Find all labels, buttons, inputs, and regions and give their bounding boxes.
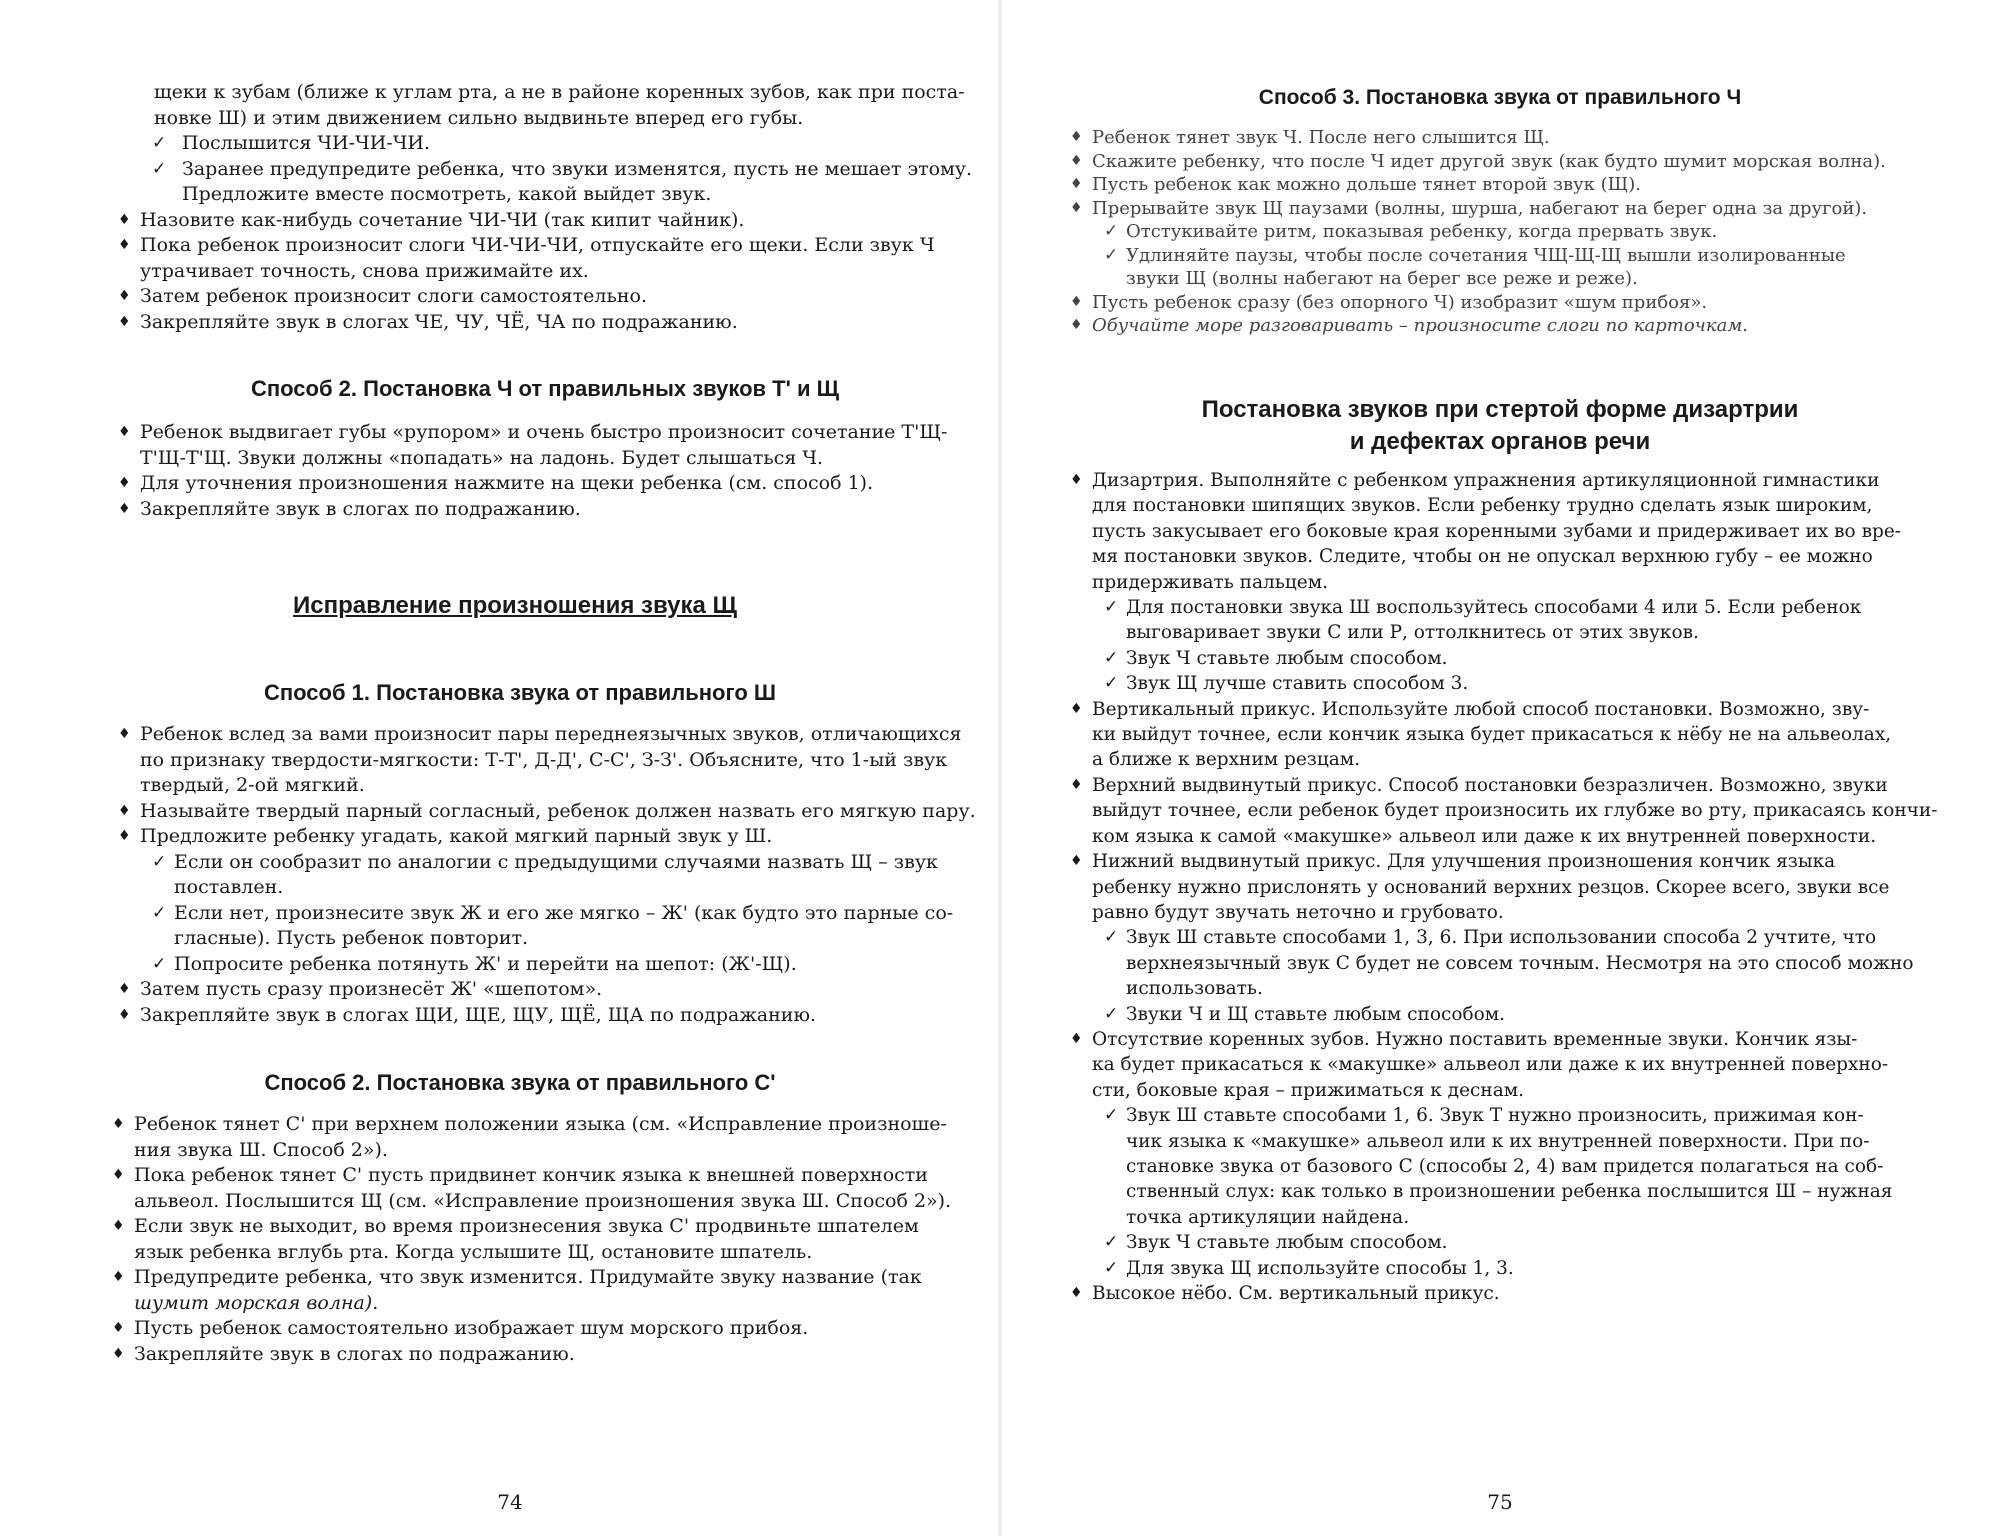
checklist-item: ✓ Удлиняйте паузы, чтобы после сочетания ЧЩ-Щ-Щ вышли изолированные [1070, 244, 1970, 268]
bullet-item: ♦ Затем пусть сразу произнесёт Ж' «шепотом». [118, 977, 978, 1003]
checklist-item: ✓ Звук Ш ставьте способами 1, 6. Звук Т нужно произносить, прижимая кон- [1070, 1103, 1975, 1128]
text-line: Предложите вместе посмотреть, какой выйдет звук. [182, 183, 712, 205]
section-heading: Способ 2. Постановка Ч от правильных звуков Т' и Щ [250, 376, 840, 401]
text-line: звуки Щ (волны набегают на берег все реже и реже). [1126, 268, 1638, 289]
bullet-item: ♦ Называйте твердый парный согласный, ребенок должен назвать его мягкую пару. [118, 799, 978, 825]
bullet-item: ♦ Отсутствие коренных зубов. Нужно поставить временные звуки. Кончик язы- [1070, 1027, 1975, 1052]
left-top-section [118, 80, 978, 335]
text-line: твердый, 2-ой мягкий. [140, 774, 365, 796]
bullet-item: ♦ Нижний выдвинутый прикус. Для улучшения произношения кончик языка [1070, 849, 1975, 874]
dysarthria-section [1070, 468, 1975, 1306]
text-line: поставлен. [174, 876, 284, 898]
bullet-item: ♦ Закрепляйте звук в слогах по подражанию. [118, 497, 978, 523]
bullet-item: ♦ Предложите ребенку угадать, какой мягкий парный звук у Ш. [118, 824, 978, 850]
bullet-item: ♦ Прерывайте звук Щ паузами (волны, шурша, набегают на берег одна за другой). [1070, 197, 1970, 221]
bullet-item: ♦ Закрепляйте звук в слогах ЩИ, ЩЕ, ЩУ, ЩЁ, ЩА по подражанию. [118, 1003, 978, 1029]
method3-section [1070, 126, 1970, 338]
bullet-item: ♦ Ребенок выдвигает губы «рупором» и очень быстро произносит сочетание Т'Щ- [118, 420, 978, 446]
chapter-heading: Исправление произношения звука Щ [293, 592, 737, 619]
checklist-item: ✓ Послышится ЧИ-ЧИ-ЧИ. [118, 131, 978, 157]
checklist-item: ✓ Звук Ч ставьте любым способом. [1070, 1230, 1975, 1255]
text-line: для постановки шипящих звуков. Если ребенку трудно сделать язык широким, [1092, 495, 1873, 517]
checklist-item: ✓ Отстукивайте ритм, показывая ребенку, когда прервать звук. [1070, 220, 1970, 244]
bullet-item: ♦ Дизартрия. Выполняйте с ребенком упражнения артикуляционной гимнастики [1070, 468, 1975, 493]
bullet-item: ♦ Высокое нёбо. См. вертикальный прикус. [1070, 1281, 1975, 1306]
text-line: мя постановки звуков. Следите, чтобы он не опускал верхнюю губу – ее можно [1092, 546, 1873, 568]
chapter-heading-line: и дефектах органов речи [1349, 428, 1651, 455]
bullet-item: ♦ Пусть ребенок как можно дольше тянет второй звук (Щ). [1070, 173, 1970, 197]
bullet-item: ♦ Пусть ребенок сразу (без опорного Ч) изобразит «шум прибоя». [1070, 291, 1970, 315]
bullet-item: ♦ Предупредите ребенка, что звук изменится. Придумайте звуку название (так [112, 1265, 982, 1291]
text-line: ственный слух: как только в произношении ребенка послышится Ш – нужная [1126, 1181, 1893, 1203]
method1-shch-section [118, 722, 978, 1028]
text-line: а ближе к верхним резцам. [1092, 749, 1361, 771]
text-line: точка артикуляции найдена. [1126, 1206, 1410, 1228]
checklist-item: ✓ Для звука Щ используйте способы 1, 3. [1070, 1256, 1975, 1281]
page-number: 75 [1487, 1490, 1513, 1514]
checklist-item: ✓ Если он сообразит по аналогии с предыдущими случаями назвать Щ – звук [118, 850, 978, 876]
checklist-item: ✓ Звуки Ч и Щ ставьте любым способом. [1070, 1002, 1975, 1027]
text-line: новке Ш) и этим движением сильно выдвиньте вперед его губы. [154, 106, 804, 129]
bullet-item: ♦ Ребенок вслед за вами произносит пары переднеязычных звуков, отличающихся [118, 722, 978, 748]
bullet-item: ♦ Пока ребенок произносит слоги ЧИ-ЧИ-ЧИ, отпускайте его щеки. Если звук Ч [118, 233, 978, 259]
checklist-item: ✓ Заранее предупредите ребенка, что звуки изменятся, пусть не мешает этому. [118, 157, 978, 183]
bullet-item: ♦ Ребенок тянет звук Ч. После него слышится Щ. [1070, 126, 1970, 150]
bullet-item: ♦ Пока ребенок тянет С' пусть придвинет кончик языка к внешней поверхности [112, 1163, 982, 1189]
text-line: утрачивает точность, снова прижимайте их. [140, 259, 589, 282]
text-line: альвеол. Послышится Щ (см. «Исправление произношения звука Ш. Способ 2»). [134, 1189, 952, 1212]
text-line: придерживать пальцем. [1092, 571, 1328, 593]
checklist-item: ✓ Попросите ребенка потянуть Ж' и перейти на шепот: (Ж'-Щ). [118, 952, 978, 978]
text-line: ребенку нужно прислонять у оснований верхних резцов. Скорее всего, звуки все [1092, 876, 1890, 898]
method2-ch-section [118, 420, 978, 522]
section-heading: Способ 2. Постановка звука от правильного С' [264, 1070, 776, 1095]
bullet-item: ♦ Для уточнения произношения нажмите на щеки ребенка (см. способ 1). [118, 471, 978, 497]
bullet-item: ♦ Затем ребенок произносит слоги самостоятельно. [118, 284, 978, 310]
bullet-item: ♦ Обучайте море разговаривать – произносите слоги по карточкам. [1070, 314, 1970, 338]
bullet-item: ♦ Если звук не выходит, во время произнесения звука С' продвиньте шпателем [112, 1214, 982, 1240]
checklist-item: ✓ Звук Ч ставьте любым способом. [1070, 646, 1975, 671]
text-line: чик языка к «макушке» альвеол или к их внутренней поверхности. При по- [1126, 1130, 1870, 1152]
checklist-item: ✓ Звук Щ лучше ставить способом 3. [1070, 671, 1975, 696]
bullet-item: ♦ Вертикальный прикус. Используйте любой способ постановки. Возможно, зву- [1070, 697, 1975, 722]
text-line: сти, боковые края – прижиматься к деснам. [1092, 1079, 1525, 1101]
text-line: гласные). Пусть ребенок повторит. [174, 927, 529, 949]
bullet-item: ♦ Закрепляйте звук в слогах ЧЕ, ЧУ, ЧЁ, ЧА по подражанию. [118, 310, 978, 336]
text-line: ки выйдут точнее, если кончик языка будет прикасаться к нёбу не на альвеолах, [1092, 724, 1892, 746]
text-line: выйдут точнее, если ребенок будет произносить их глубже во рту, прикасаясь кончи- [1092, 800, 1938, 822]
chapter-heading [1060, 394, 1940, 458]
bullet-item: ♦ Пусть ребенок самостоятельно изображает шум морского прибоя. [112, 1316, 982, 1342]
checklist-item: ✓ Звук Ш ставьте способами 1, 3, 6. При использовании способа 2 учтите, что [1070, 925, 1975, 950]
bullet-item: ♦ Верхний выдвинутый прикус. Способ постановки безразличен. Возможно, звуки [1070, 773, 1975, 798]
text-line: пусть закусывает его боковые края коренными зубами и придерживает их во вре- [1092, 520, 1902, 542]
text-line: по признаку твердости-мягкости: Т-Т', Д-Д', С-С', З-З'. Объясните, что 1-ый звук [140, 748, 948, 771]
section-heading: Способ 3. Постановка звука от правильного Ч [1258, 86, 1742, 109]
text-line: верхнеязычный звук С будет не совсем точным. Несмотря на это способ можно [1126, 952, 1914, 974]
bullet-item: ♦ Назовите как-нибудь сочетание ЧИ-ЧИ (так кипит чайник). [118, 208, 978, 234]
right-page [1000, 0, 2000, 1536]
bullet-item: ♦ Скажите ребенку, что после Ч идет другой звук (как будто шумит морская волна). [1070, 150, 1970, 174]
page-number: 74 [497, 1490, 523, 1514]
text-line: использовать. [1126, 978, 1263, 1000]
method2-shch-section [112, 1112, 982, 1367]
text-line: шумит морская волна). [134, 1291, 379, 1314]
text-line: щеки к зубам (ближе к углам рта, а не в районе коренных зубов, как при поста- [154, 81, 965, 103]
text-line: ния звука Ш. Способ 2»). [134, 1138, 388, 1161]
text-line: ком языка к самой «макушке» альвеол или даже к их внутренней поверхности. [1092, 825, 1877, 847]
text-line: равно будут звучать неточно и грубовато. [1092, 901, 1504, 923]
bullet-item: ♦ Закрепляйте звук в слогах по подражанию. [112, 1342, 982, 1368]
checklist-item: ✓ Для постановки звука Ш воспользуйтесь способами 4 или 5. Если ребенок [1070, 595, 1975, 620]
section-heading: Способ 1. Постановка звука от правильного Ш [263, 680, 777, 705]
bullet-item: ♦ Ребенок тянет С' при верхнем положении языка (см. «Исправление произноше- [112, 1112, 982, 1138]
text-line: ка будет прикасаться к «макушке» альвеол или даже к их внутренней поверхно- [1092, 1054, 1889, 1076]
text-line: выговаривает звуки С или Р, оттолкнитесь от этих звуков. [1126, 622, 1699, 644]
text-line: Т'Щ-Т'Щ. Звуки должны «попадать» на ладонь. Будет слышаться Ч. [140, 446, 824, 469]
text-line: язык ребенка вглубь рта. Когда услышите Щ, остановите шпатель. [134, 1240, 813, 1263]
text-line: становке звука от базового С (способы 2, 4) вам придется полагаться на соб- [1126, 1155, 1884, 1177]
chapter-heading-line: Постановка звуков при стертой форме дизартрии [1201, 396, 1799, 423]
checklist-item: ✓ Если нет, произнесите звук Ж и его же мягко – Ж' (как будто это парные со- [118, 901, 978, 927]
